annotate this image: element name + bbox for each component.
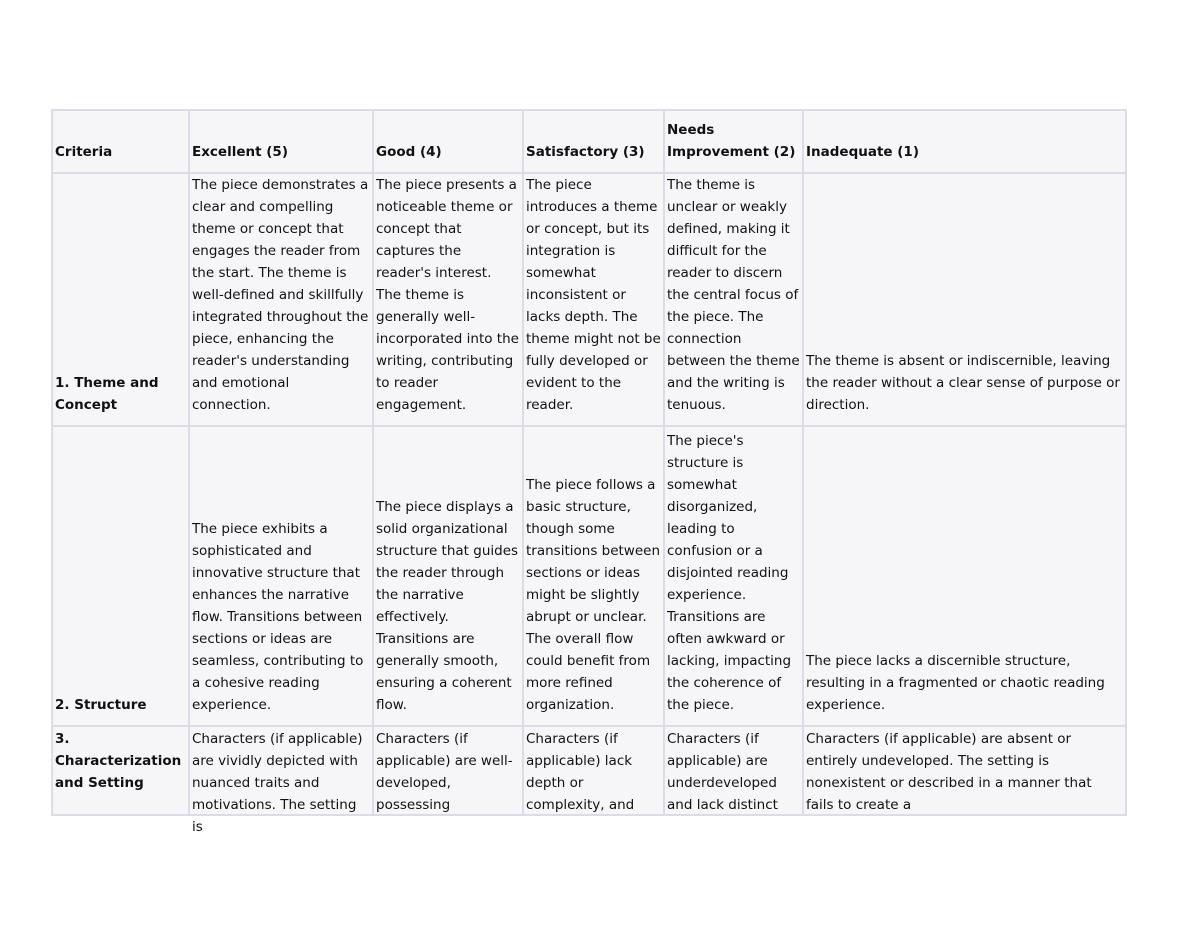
needs-improvement-cell: The theme is unclear or weakly defined, making it difficult for the reader to discern the central focus of the piece. The connection between the theme and the writing is tenuous. (664, 173, 803, 426)
header-criteria: Criteria (52, 110, 189, 173)
criteria-cell: 1. Theme and Concept (52, 173, 189, 426)
good-cell (373, 726, 523, 815)
table-row (52, 426, 1126, 726)
good-cell: The piece presents a noticeable theme or concept that captures the reader's interest. The theme is generally well-incorporated into the writing, contributing to reader engagement. (373, 173, 523, 426)
good-cell: The piece displays a solid organizational structure that guides the reader through the narrative effectively. Transitions are generally smooth, ensuring a coherent flow. (373, 426, 523, 726)
table-row (52, 726, 1126, 815)
excellent-text: Characters (if applicable) are vividly depicted with nuanced traits and motivations. The setting is (192, 731, 363, 835)
header-excellent: Excellent (5) (189, 110, 373, 173)
excellent-cell (189, 726, 373, 835)
excellent-cell: The piece exhibits a sophisticated and innovative structure that enhances the narrative flow. Transitions between sections or ideas are seamless, contributing to a cohesive reading experience. (189, 426, 373, 726)
criteria-cell (52, 726, 189, 815)
criteria-text: 3. Characterization and Setting (55, 731, 182, 791)
satisfactory-cell (523, 726, 664, 815)
needs-improvement-cell: The piece's structure is somewhat disorganized, leading to confusion or a disjointed reading experience. Transitions are often awkward or lacking, impacting the coherence of the piece. (664, 426, 803, 726)
criteria-cell: 2. Structure (52, 426, 189, 726)
satisfactory-text: Characters (if applicable) lack depth or complexity, and (526, 731, 635, 813)
excellent-cell: The piece demonstrates a clear and compelling theme or concept that engages the reader from the start. The theme is well-defined and skillfully integrated throughout the piece, enhancing the reader's understanding and emotional connection. (189, 173, 373, 426)
satisfactory-cell: The piece introduces a theme or concept, but its integration is somewhat inconsistent or lacks depth. The theme might not be fully developed or evident to the reader. (523, 173, 664, 426)
needs-improvement-cell (664, 726, 803, 815)
inadequate-text: Characters (if applicable) are absent or entirely undeveloped. The setting is nonexistent or described in a manner that fails to create a (806, 731, 1092, 813)
table-row (52, 173, 1126, 426)
good-text: Characters (if applicable) are well-developed, possessing (376, 731, 513, 813)
inadequate-cell: The piece lacks a discernible structure, resulting in a fragmented or chaotic reading experience. (803, 426, 1126, 726)
header-good: Good (4) (373, 110, 523, 173)
satisfactory-cell: The piece follows a basic structure, though some transitions between sections or ideas might be slightly abrupt or unclear. The overall flow could benefit from more refined organization. (523, 426, 664, 726)
header-row (52, 110, 1126, 173)
needs-improvement-text: Characters (if applicable) are underdeveloped and lack distinct (667, 731, 778, 813)
header-needs-improvement: Needs Improvement (2) (664, 110, 803, 173)
header-inadequate: Inadequate (1) (803, 110, 1126, 173)
inadequate-cell: The theme is absent or indiscernible, leaving the reader without a clear sense of purpose or direction. (803, 173, 1126, 426)
inadequate-cell (803, 726, 1126, 815)
header-satisfactory: Satisfactory (3) (523, 110, 664, 173)
rubric-table (51, 109, 1127, 835)
